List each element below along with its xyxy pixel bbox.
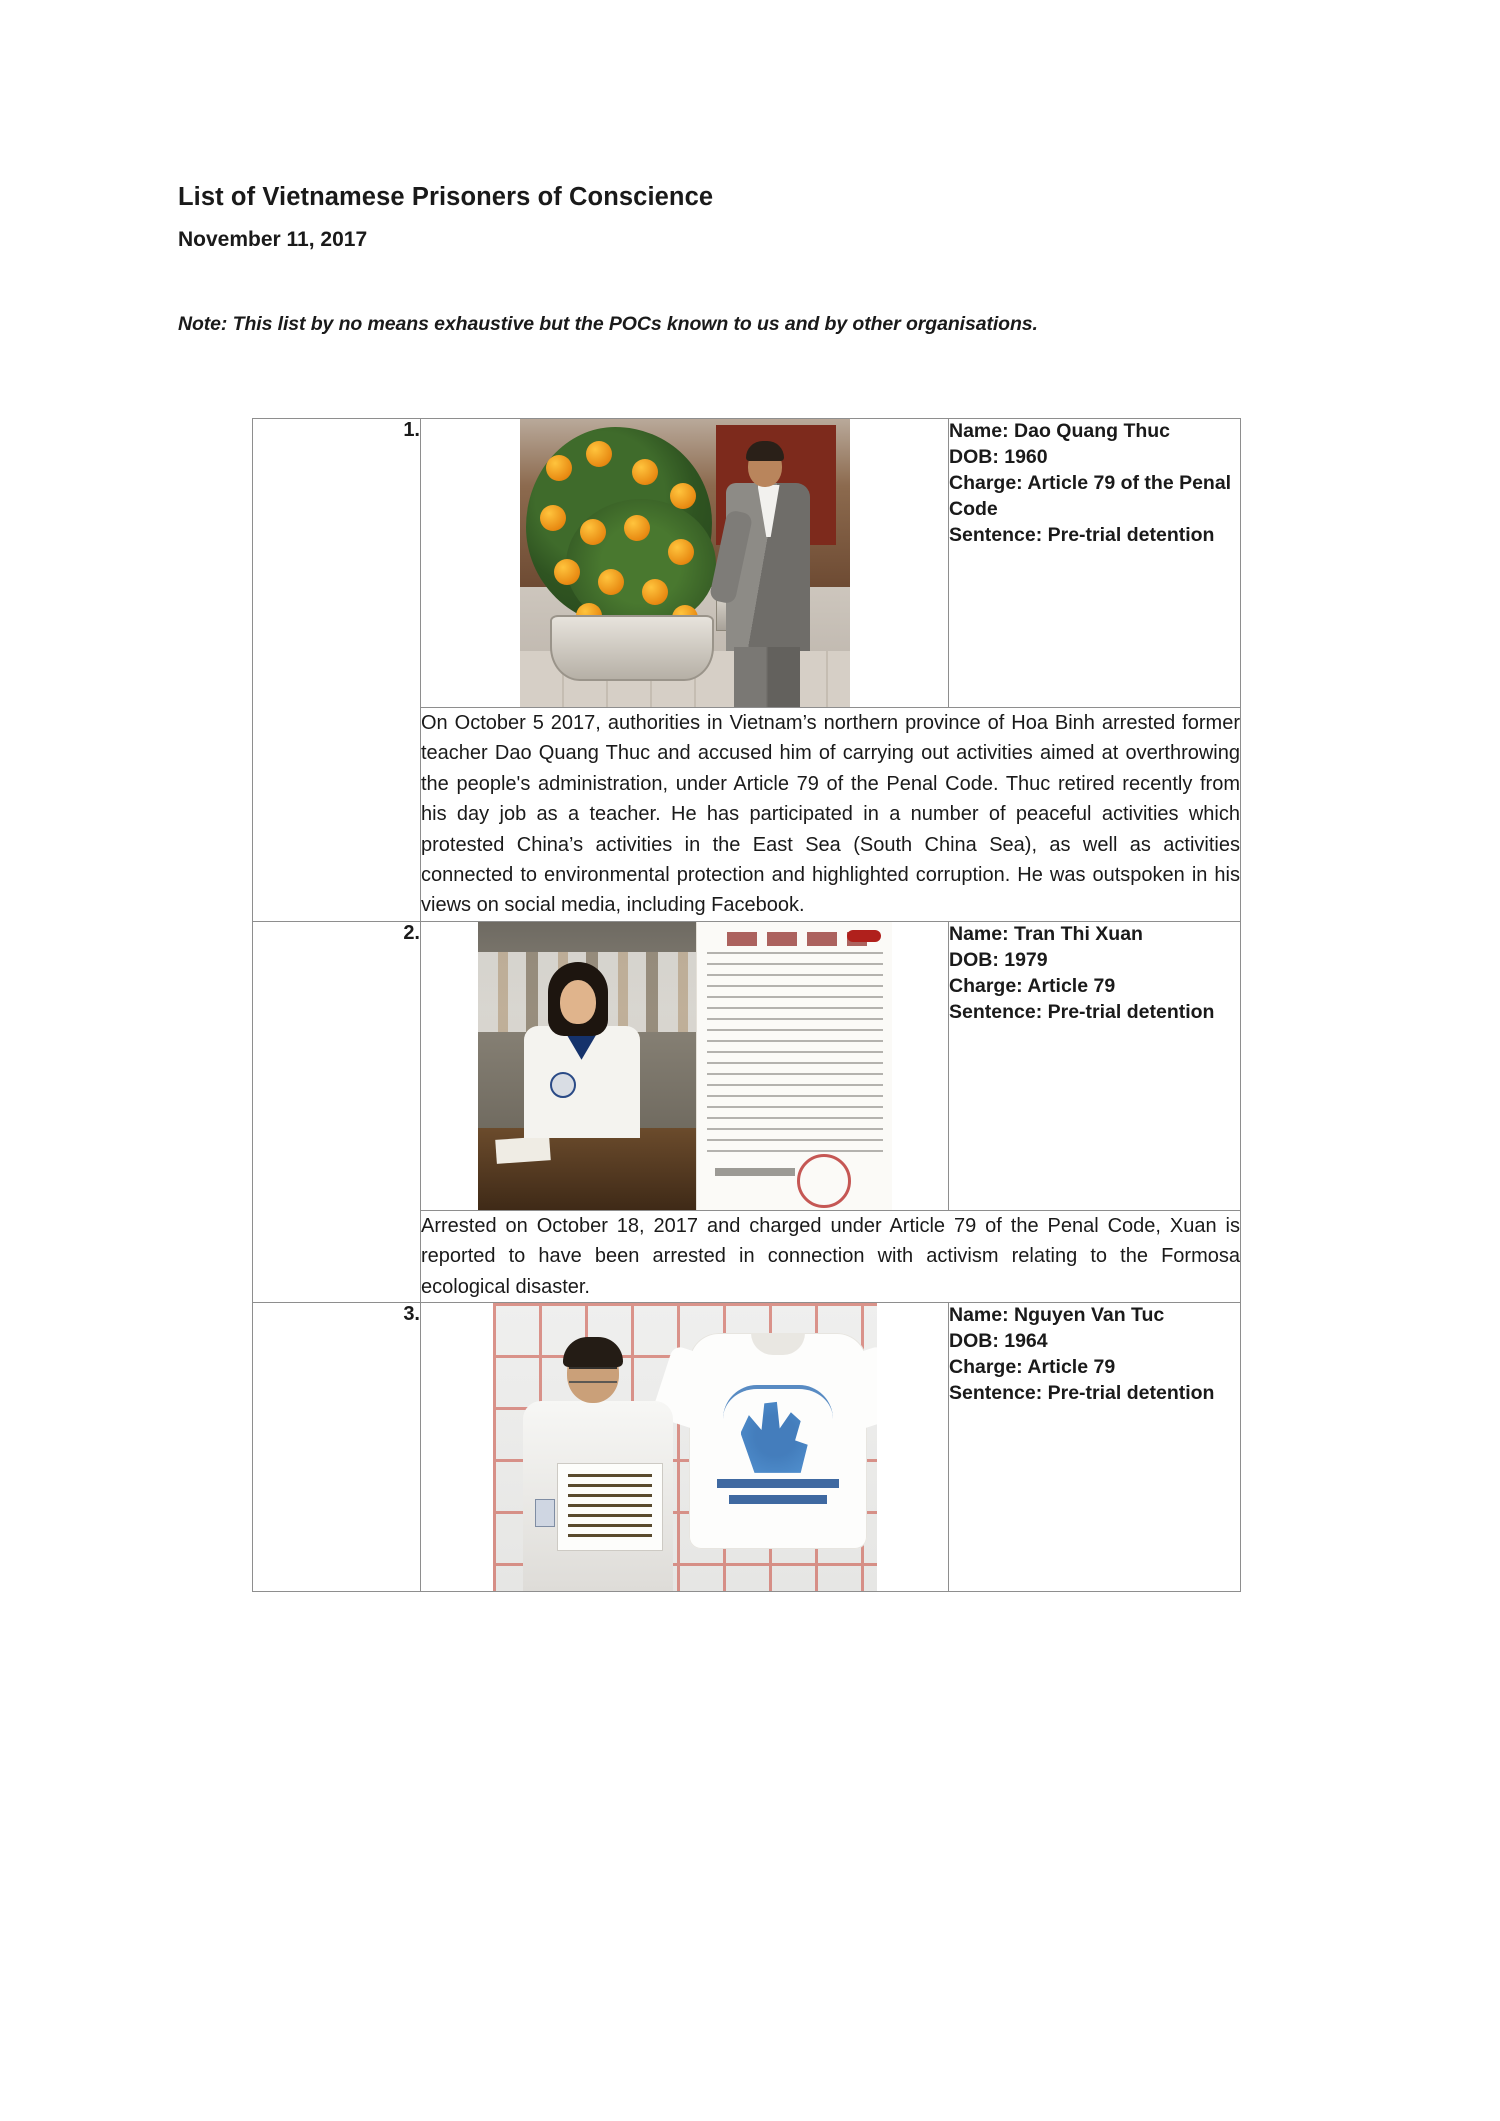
photo-dao-quang-thuc: [520, 419, 850, 707]
entry-info: [949, 1302, 1241, 1591]
entry-description: Arrested on October 18, 2017 and charged under Article 79 of the Penal Code, Xuan is reported to have been arrested in connection with activism relating to the Formosa ecological disaster.: [421, 1210, 1241, 1302]
entry-charge: Charge: Article 79: [949, 974, 1116, 997]
entry-dob: DOB: 1964: [949, 1329, 1048, 1352]
document-date: November 11, 2017: [178, 228, 368, 251]
entry-name: Name: Tran Thi Xuan: [949, 922, 1143, 945]
entry-number: 3.: [253, 1302, 421, 1591]
entry-info: [949, 419, 1241, 708]
entry-sentence: Sentence: Pre-trial detention: [949, 1000, 1215, 1023]
entry-image-cell: [421, 1302, 949, 1591]
document-note: Note: This list by no means exhaustive but the POCs known to us and by other organisations.: [178, 313, 1038, 335]
entry-name: Name: Dao Quang Thuc: [949, 420, 1171, 442]
page-title: List of Vietnamese Prisoners of Conscience: [178, 183, 714, 211]
table-row: [253, 1302, 1241, 1591]
photo-tran-thi-xuan: [478, 922, 892, 1210]
entry-name: Name: Nguyen Van Tuc: [949, 1303, 1165, 1326]
entry-number: 1.: [253, 419, 421, 922]
entry-charge: Charge: Article 79 of the Penal Code: [949, 471, 1232, 520]
entry-dob: DOB: 1960: [949, 445, 1048, 468]
entry-sentence: Sentence: Pre-trial detention: [949, 523, 1215, 546]
entry-dob: DOB: 1979: [949, 948, 1048, 971]
entry-number: 2.: [253, 921, 421, 1302]
entry-description: On October 5 2017, authorities in Vietnam’s northern province of Hoa Binh arrested former teacher Dao Quang Thuc and accused him of carrying out activities aimed at overthrowing the people's administration, under Article 79 of the Penal Code. Thuc retired recently from his day job as a teacher. He has participated in a number of peaceful activities which protested China’s activities in the East Sea (South China Sea), as well as activities connected to environmental protection and highlighted corruption. He was outspoken in his views on social media, including Facebook.: [421, 708, 1241, 922]
prisoners-table: [252, 418, 1241, 1592]
photo-nguyen-van-tuc: [493, 1303, 877, 1591]
table-row: [253, 419, 1241, 708]
entry-sentence: Sentence: Pre-trial detention: [949, 1381, 1215, 1404]
entry-charge: Charge: Article 79: [949, 1355, 1116, 1378]
table-row: [253, 921, 1241, 1210]
entry-image-cell: [421, 419, 949, 708]
entry-image-cell: [421, 921, 949, 1210]
entry-info: [949, 921, 1241, 1210]
